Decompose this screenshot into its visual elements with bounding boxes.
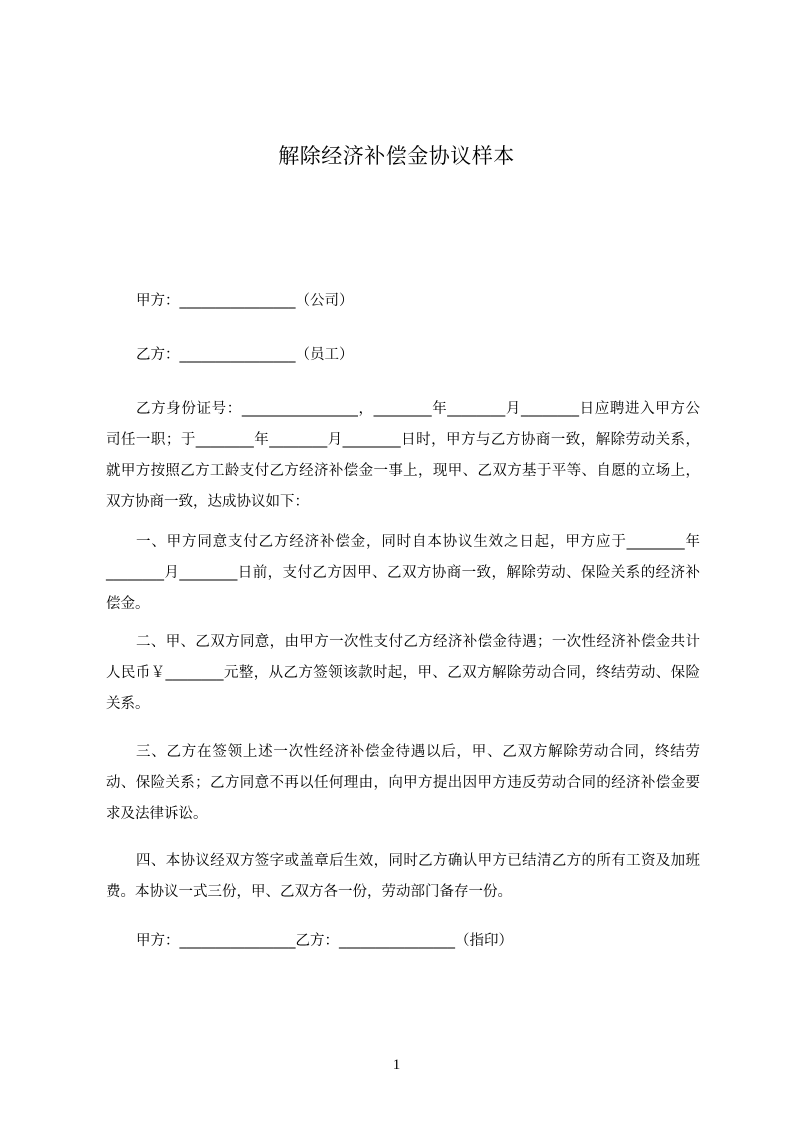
page-number: 1 (392, 1057, 401, 1073)
clause-1: 一、甲方同意支付乙方经济补偿金，同时自本协议生效之日起，甲方应于________年________月________日前，支付乙方因甲、乙双方协商一致，解除劳动、保险关系的经济补偿金。 (106, 534, 700, 612)
party-b-line: 乙方：________________（员工） (136, 347, 354, 363)
clause-4: 四、本协议经双方签字或盖章后生效，同时乙方确认甲方已结清乙方的所有工资及加班费。本协议一式三份，甲、乙双方各一份，劳动部门备存一份。 (106, 853, 700, 900)
party-a-line: 甲方：________________（公司） (136, 293, 354, 309)
clause-3: 三、乙方在签领上述一次性经济补偿金待遇以后，甲、乙双方解除劳动合同，终结劳动、保险关系；乙方同意不再以任何理由，向甲方提出因甲方违反劳动合同的经济补偿金要求及法律诉讼。 (106, 744, 700, 822)
document-title: 解除经济补偿金协议样本 (278, 144, 515, 168)
intro-paragraph: 乙方身份证号：________________，________年________月________日应聘进入甲方公司任一职；于________年________月________日时，甲方与乙方协商一致，解除劳动关系，就甲方按照乙方工龄支付乙方经济补偿金一事上，现甲、乙双方基于平等、自愿的立场上，双方协商一致，达成协议如下： (106, 401, 700, 510)
signature-line: 甲方：________________乙方：________________（指印） (136, 933, 513, 949)
clause-2: 二、甲、乙双方同意，由甲方一次性支付乙方经济补偿金待遇；一次性经济补偿金共计人民币￥________元整，从乙方签领该款时起，甲、乙双方解除劳动合同，终结劳动、保险关系。 (106, 634, 700, 712)
